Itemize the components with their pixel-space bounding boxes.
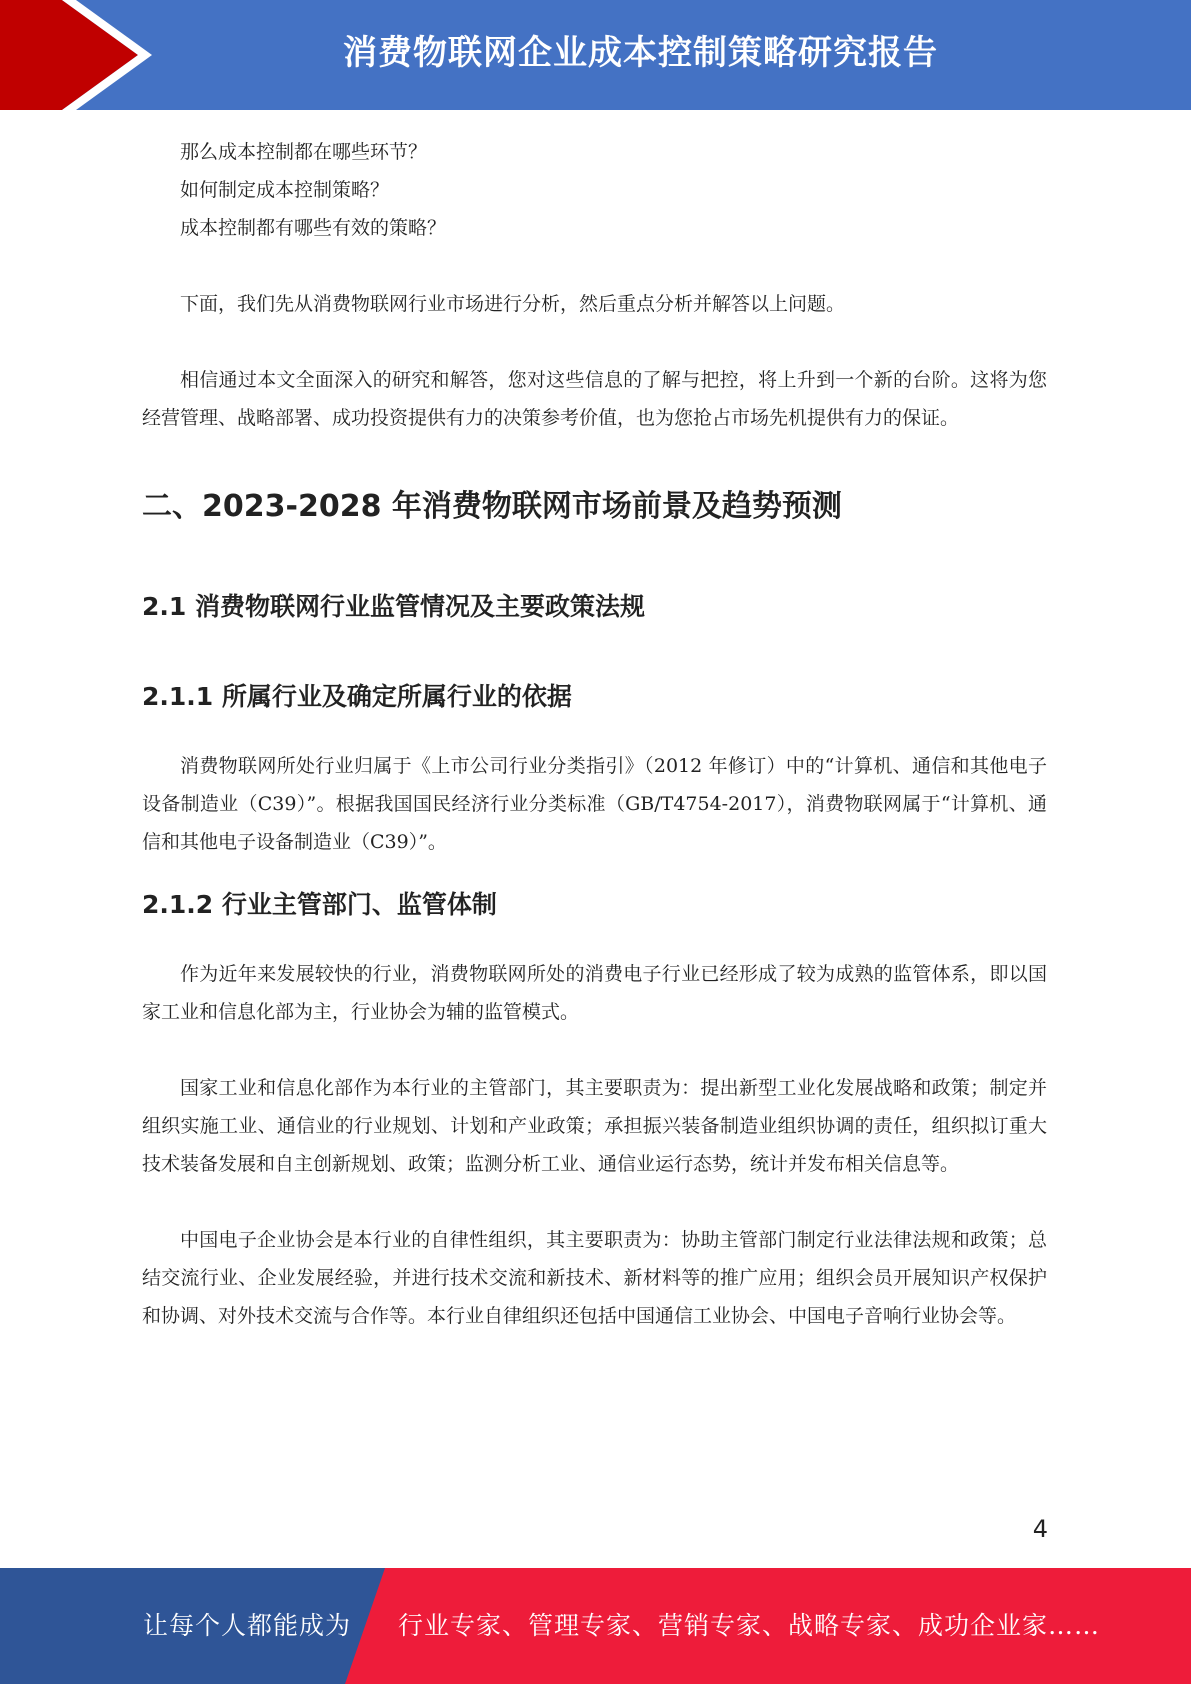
subsection-heading-2-1-2: 2.1.2 行业主管部门、监管体制 [142, 890, 497, 919]
subsection-heading-2-1-1: 2.1.1 所属行业及确定所属行业的依据 [142, 682, 572, 711]
footer-banner [0, 1568, 1191, 1684]
question-line: 那么成本控制都在哪些环节？ [180, 141, 428, 163]
header-banner [0, 0, 1191, 110]
section-heading: 二、2023-2028 年消费物联网市场前景及趋势预测 [142, 489, 842, 524]
value-paragraph: 相信通过本文全面深入的研究和解答，您对这些信息的了解与把控，将上升到一个新的台阶。这将为您经营管理、战略部署、成功投资提供有力的决策参考价值，也为您抢占市场先机提供有力的保证。 [142, 369, 1047, 429]
chevron-arrow-icon [0, 0, 160, 110]
page-number: 4 [1032, 1515, 1048, 1543]
regulation-paragraph: 中国电子企业协会是本行业的自律性组织，其主要职责为：协助主管部门制定行业法律法规和政策；总结交流行业、企业发展经验，并进行技术交流和新技术、新材料等的推广应用；组织会员开展知识产权保护和协调、对外技术交流与合作等。本行业自律组织还包括中国通信工业协会、中国电子音响行业协会等。 [142, 1229, 1047, 1327]
industry-paragraph: 消费物联网所处行业归属于《上市公司行业分类指引》（2012 年修订）中的“计算机、通信和其他电子设备制造业（C39）”。根据我国国民经济行业分类标准（GB/T4754-2017），消费物联网属于“计算机、通信和其他电子设备制造业（C39）”。 [142, 755, 1047, 853]
document-body [142, 133, 1047, 1335]
footer-slogan-right: 行业专家、管理专家、营销专家、战略专家、成功企业家…… [398, 1611, 1101, 1640]
regulation-paragraph: 作为近年来发展较快的行业，消费物联网所处的消费电子行业已经形成了较为成熟的监管体系，即以国家工业和信息化部为主，行业协会为辅的监管模式。 [142, 963, 1047, 1023]
intro-paragraph: 下面，我们先从消费物联网行业市场进行分析，然后重点分析并解答以上问题。 [180, 293, 846, 315]
question-line: 如何制定成本控制策略？ [180, 179, 390, 201]
regulation-paragraph: 国家工业和信息化部作为本行业的主管部门，其主要职责为：提出新型工业化发展战略和政策；制定并组织实施工业、通信业的行业规划、计划和产业政策；承担振兴装备制造业组织协调的责任，组织拟订重大技术装备发展和自主创新规划、政策；监测分析工业、通信业运行态势，统计并发布相关信息等。 [142, 1077, 1047, 1175]
footer-slogan-left: 让每个人都能成为 [143, 1611, 352, 1640]
subsection-heading-2-1: 2.1 消费物联网行业监管情况及主要政策法规 [142, 592, 645, 621]
question-line: 成本控制都有哪些有效的策略？ [180, 217, 447, 239]
report-title: 消费物联网企业成本控制策略研究报告 [343, 33, 938, 73]
